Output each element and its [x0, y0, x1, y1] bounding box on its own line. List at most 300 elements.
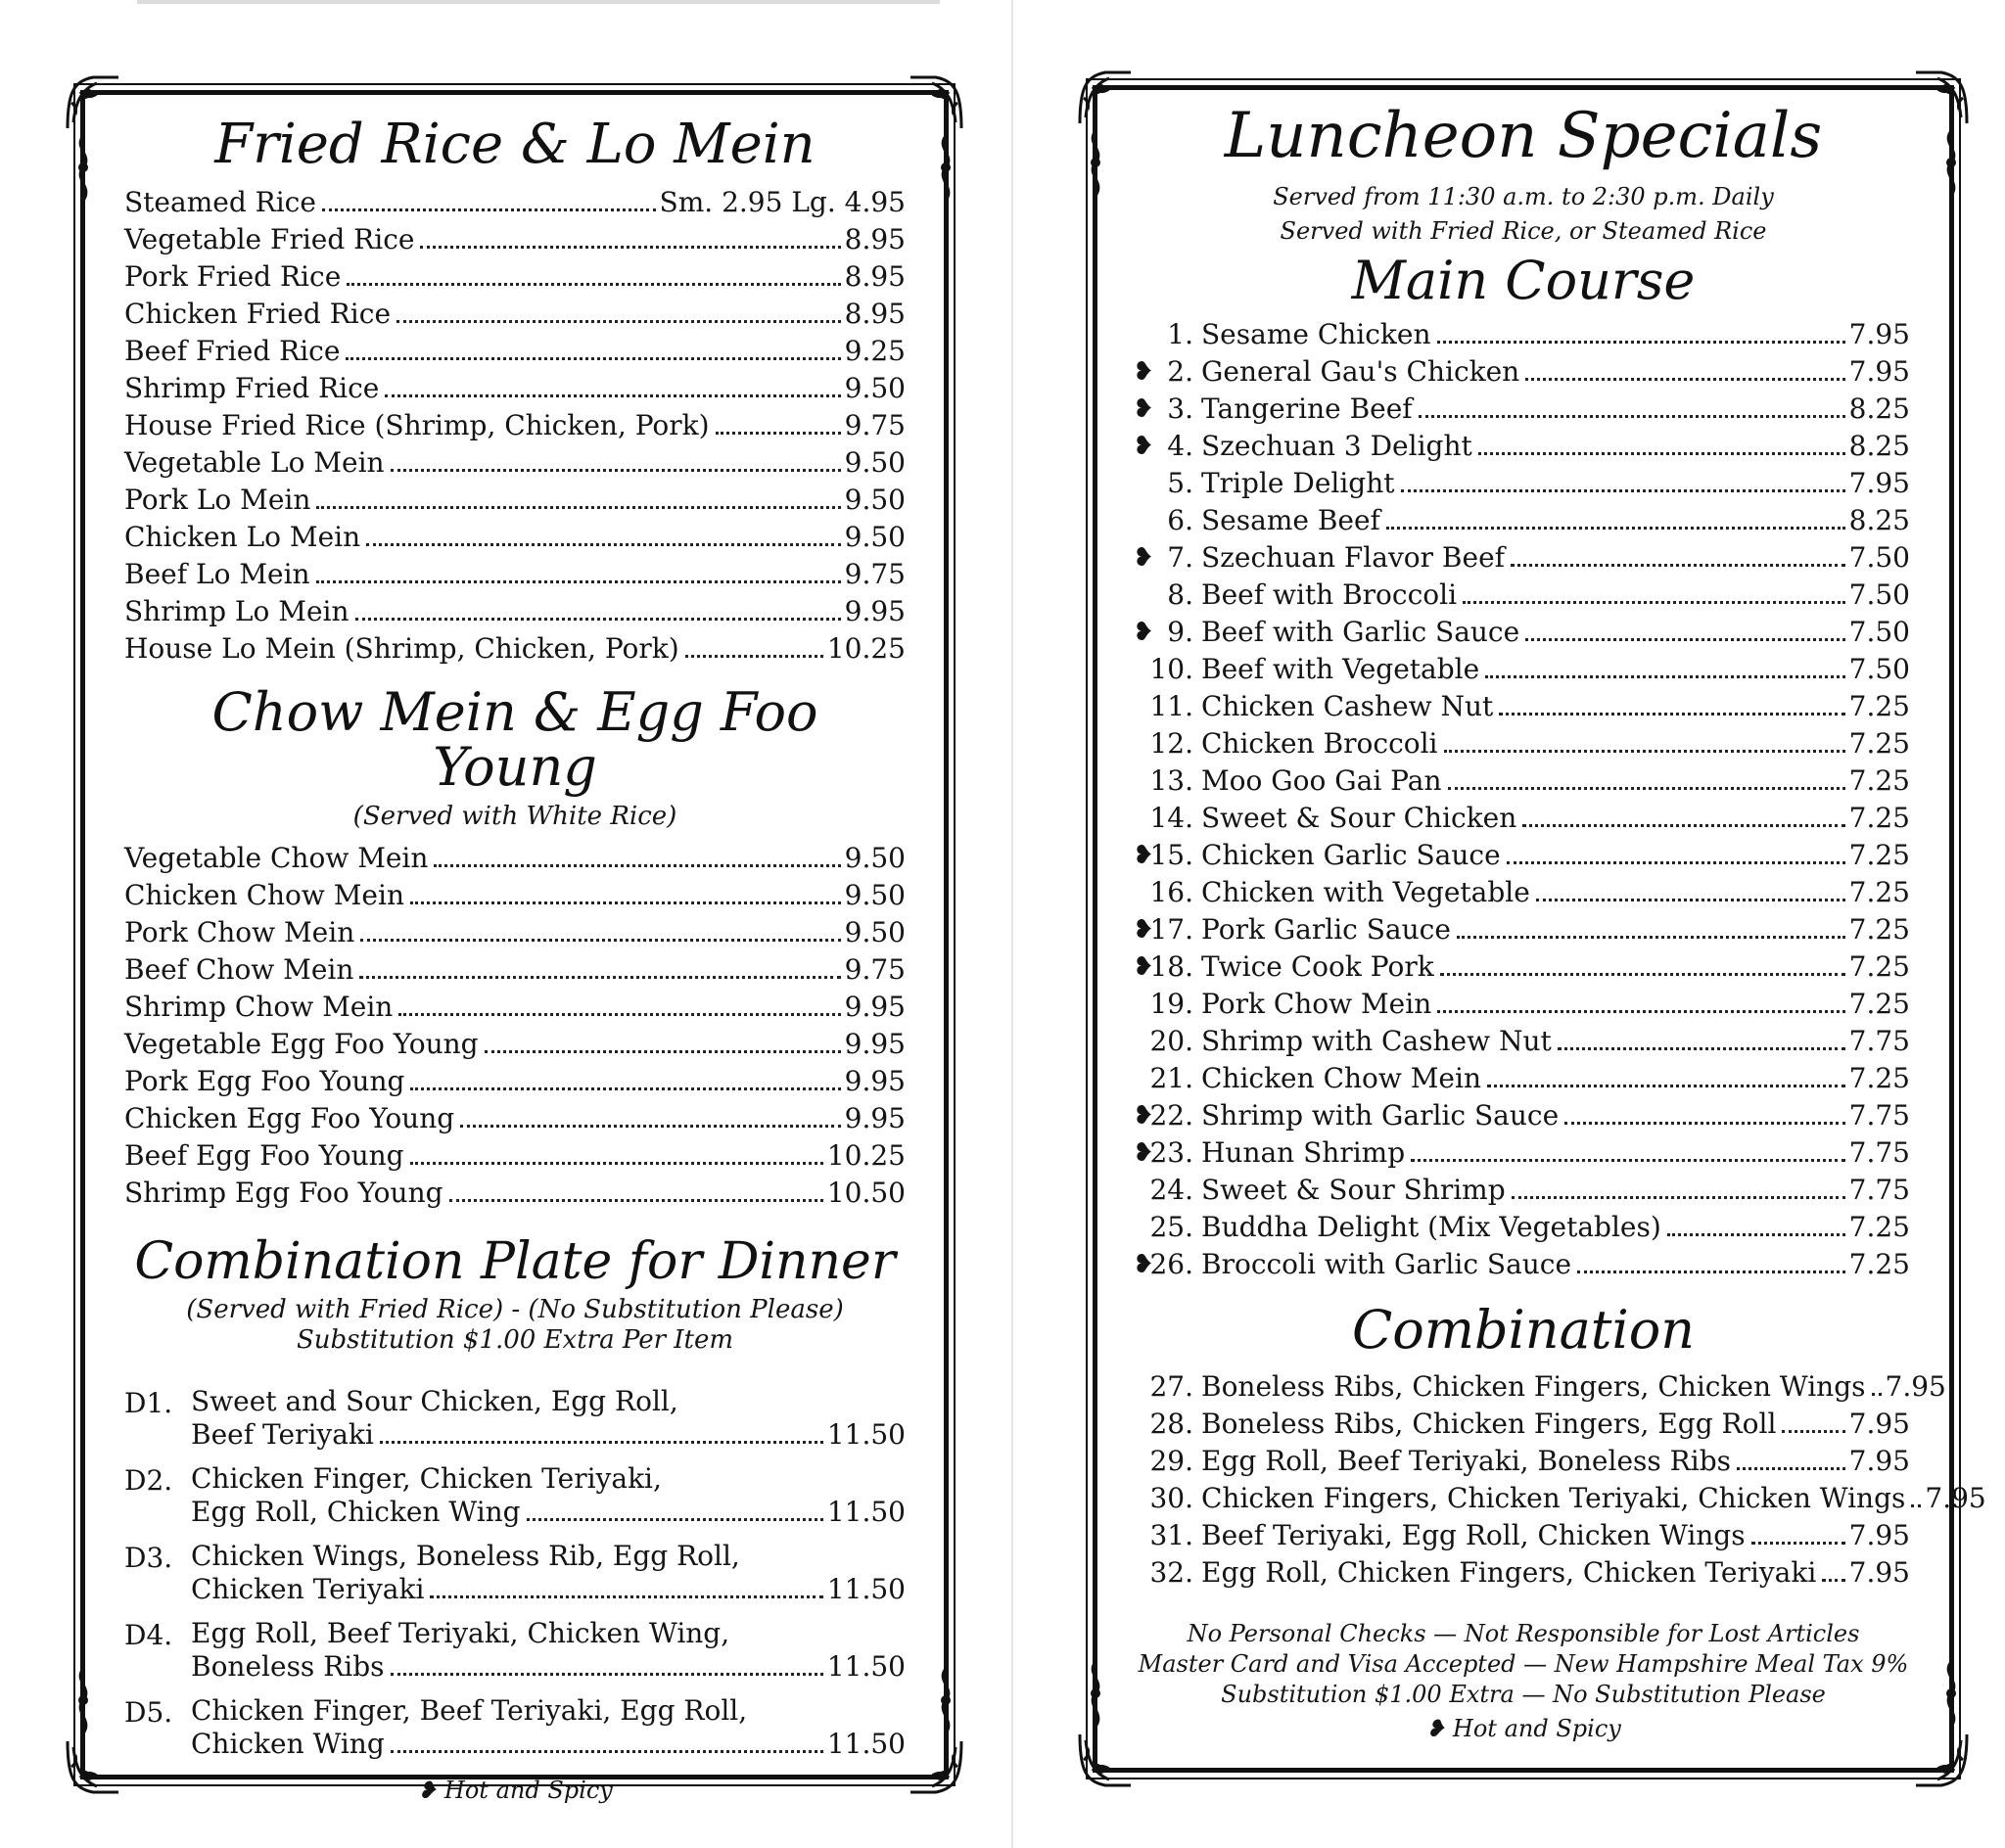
combination-dinner-substitution: Substitution $1.00 Extra Per Item	[296, 1325, 734, 1356]
item-price: 7.25	[1848, 764, 1910, 798]
item-price: 8.25	[1848, 430, 1910, 463]
item-price: 9.25	[844, 334, 906, 367]
side-ornament-icon	[70, 1667, 97, 1735]
menu-item	[124, 296, 906, 333]
leader-dots	[1448, 787, 1845, 790]
leader-dots	[1782, 1430, 1844, 1433]
item-name: Boneless Ribs, Chicken Fingers, Chicken Wings	[1201, 1370, 1866, 1404]
item-name: Chicken Broccoli	[1201, 727, 1438, 761]
item-price: 8.25	[1848, 393, 1910, 426]
leader-dots	[1525, 378, 1844, 381]
menu-item	[1137, 1209, 1910, 1246]
menu-item	[1133, 1097, 1910, 1134]
menu-item	[1137, 1172, 1910, 1209]
footer-substitution-note: Substitution $1.00 Extra — No Substitution Please	[1221, 1681, 1826, 1709]
combination-dinner-note: (Served with Fried Rice) - (No Substitution Please)	[186, 1294, 844, 1324]
leader-dots	[398, 1013, 840, 1016]
chili-pepper-icon: ❥	[1133, 915, 1154, 946]
item-price: 7.50	[1848, 616, 1910, 649]
item-name: Chicken Garlic Sauce	[1201, 839, 1501, 872]
leader-dots	[1401, 489, 1845, 492]
fried-rice-lo-mein-title: Fried Rice & Lo Mein	[214, 113, 816, 176]
item-name: Chicken Lo Mein	[124, 520, 361, 553]
menu-item	[124, 519, 906, 556]
item-price: 9.50	[844, 520, 906, 553]
menu-item	[1133, 391, 1910, 428]
menu-item	[1133, 911, 1910, 948]
item-price: 8.25	[1848, 504, 1910, 537]
menu-item	[1137, 1517, 1910, 1554]
item-name: Twice Cook Pork	[1201, 950, 1434, 984]
menu-item	[124, 444, 906, 482]
menu-item	[124, 407, 906, 444]
menu-item	[124, 333, 906, 370]
leader-dots	[391, 1750, 823, 1753]
item-price: 7.75	[1848, 1136, 1910, 1170]
menu-item	[1133, 539, 1910, 577]
item-name: Beef with Vegetable	[1201, 653, 1480, 686]
item-name: Pork Lo Mein	[124, 483, 311, 516]
menu-item	[1137, 1368, 1946, 1406]
item-name: Egg Roll, Beef Teriyaki, Boneless Ribs	[1201, 1445, 1731, 1478]
item-price: 9.95	[844, 991, 906, 1024]
chili-pepper-icon: ❥	[1133, 432, 1154, 462]
leader-dots	[1872, 1393, 1882, 1396]
menu-item	[124, 1137, 906, 1175]
item-price: 9.50	[844, 879, 906, 912]
menu-item	[1137, 465, 1910, 502]
item-price: 7.25	[1848, 876, 1910, 909]
item-number: 11.	[1149, 690, 1193, 723]
leader-dots	[346, 357, 840, 360]
item-number: 32.	[1149, 1556, 1193, 1590]
combo-code: D3.	[124, 1542, 173, 1575]
menu-item	[124, 1026, 906, 1063]
combo-line1: Egg Roll, Beef Teriyaki, Chicken Wing,	[191, 1617, 730, 1650]
hot-spicy-legend: ❥ Hot and Spicy	[1425, 1715, 1621, 1743]
leader-dots	[391, 469, 841, 472]
menu-item	[1137, 502, 1910, 539]
item-number: 5.	[1167, 467, 1193, 500]
chow-mein-note: (Served with White Rice)	[352, 802, 677, 832]
item-number: 20.	[1149, 1025, 1193, 1058]
item-price: 7.50	[1848, 578, 1910, 612]
item-name: Steamed Rice	[124, 185, 316, 218]
menu-item	[124, 1063, 906, 1100]
item-price: 9.75	[844, 557, 906, 590]
side-ornament-icon	[1082, 1660, 1109, 1729]
leader-dots	[1478, 452, 1845, 455]
item-price: Sm. 2.95 Lg. 4.95	[659, 185, 906, 218]
item-number: 27.	[1149, 1370, 1193, 1404]
combo-code: D2.	[124, 1464, 173, 1498]
item-price: 7.25	[1848, 950, 1910, 984]
leader-dots	[1437, 341, 1845, 344]
combo-line2: Boneless Ribs	[191, 1650, 385, 1684]
item-price: 9.50	[844, 445, 906, 479]
item-name: Beef Fried Rice	[124, 334, 341, 367]
item-name: Egg Roll, Chicken Fingers, Chicken Teriyaki	[1201, 1556, 1817, 1590]
item-price: 7.50	[1848, 653, 1910, 686]
footer-cards-note: Master Card and Visa Accepted — New Hampshire Meal Tax 9%	[1138, 1650, 1909, 1679]
item-price: 7.95	[1848, 355, 1910, 389]
item-name: Szechuan Flavor Beef	[1201, 541, 1505, 575]
item-price: 7.75	[1848, 1174, 1910, 1207]
leader-dots	[1386, 527, 1845, 530]
item-number: 30.	[1149, 1482, 1193, 1515]
item-number: ❥ 17.	[1137, 911, 1201, 948]
corner-ornament-icon	[907, 73, 965, 132]
menu-item	[1133, 353, 1910, 391]
item-price: 9.50	[844, 916, 906, 949]
item-price: 9.75	[844, 953, 906, 987]
menu-item	[124, 951, 906, 989]
menu-item	[1137, 577, 1910, 614]
item-number: ❥ 9.	[1137, 614, 1201, 651]
item-price: 7.95	[1848, 467, 1910, 500]
leader-dots	[359, 976, 840, 979]
combination-list	[1137, 1368, 1986, 1592]
item-number: 24.	[1149, 1174, 1193, 1207]
combo-line2: Chicken Teriyaki	[191, 1573, 425, 1606]
item-price: 10.25	[826, 631, 906, 665]
leader-dots	[449, 1199, 823, 1202]
item-price: 7.50	[1848, 541, 1910, 575]
item-number: ❥ 3.	[1137, 391, 1201, 428]
corner-ornament-icon	[64, 73, 122, 132]
item-price: 7.25	[1848, 913, 1910, 947]
left-menu-panel	[80, 90, 949, 1805]
side-ornament-icon	[1082, 129, 1109, 198]
item-name: Szechuan 3 Delight	[1201, 430, 1472, 463]
leader-dots	[1444, 750, 1845, 753]
item-price: 9.95	[844, 594, 906, 627]
corner-ornament-icon	[1076, 1731, 1135, 1789]
item-number: ❥ 22.	[1137, 1097, 1201, 1134]
side-ornament-icon	[70, 134, 97, 203]
item-name: Vegetable Fried Rice	[124, 222, 415, 255]
item-number: ❥ 23.	[1137, 1134, 1201, 1172]
combo-line2: Beef Teriyaki	[191, 1418, 374, 1452]
side-ornament-icon	[932, 1667, 959, 1735]
leader-dots	[385, 394, 840, 397]
chili-pepper-icon: ❥	[1133, 618, 1154, 648]
item-name: Sesame Chicken	[1201, 318, 1431, 351]
item-number: 29.	[1149, 1445, 1193, 1478]
leader-dots	[1487, 1085, 1845, 1087]
leader-dots	[1512, 1196, 1845, 1199]
item-price: 9.75	[844, 408, 906, 441]
item-name: Pork Egg Foo Young	[124, 1065, 405, 1098]
chili-pepper-icon: ❥	[1133, 1138, 1154, 1169]
corner-ornament-icon	[907, 1737, 965, 1796]
item-price: 10.25	[826, 1139, 906, 1173]
item-name: Shrimp Fried Rice	[124, 371, 380, 404]
item-name: Chicken Cashew Nut	[1201, 690, 1494, 723]
chili-pepper-icon: ❥	[417, 1777, 438, 1805]
item-price: 9.50	[844, 842, 906, 875]
luncheon-hours-note: Served from 11:30 a.m. to 2:30 p.m. Daily	[1273, 183, 1774, 211]
chili-pepper-icon: ❥	[1133, 543, 1154, 574]
leader-dots	[391, 1673, 823, 1676]
combo-price: 11.50	[826, 1418, 906, 1452]
item-name: Beef Egg Foo Young	[124, 1139, 404, 1173]
item-name: Beef with Broccoli	[1201, 578, 1458, 612]
item-price: 7.25	[1848, 839, 1910, 872]
chow-mein-title: Chow Mein & Egg Foo Young	[211, 680, 818, 799]
combo-price: 11.50	[826, 1650, 906, 1684]
item-name: Triple Delight	[1201, 467, 1395, 500]
menu-item	[124, 914, 906, 951]
item-price: 8.95	[844, 222, 906, 255]
leader-dots	[1440, 973, 1845, 976]
leader-dots	[1507, 861, 1845, 864]
menu-item	[1137, 1023, 1910, 1060]
combination-title: Combination	[1351, 1299, 1696, 1362]
item-name: Sweet & Sour Shrimp	[1201, 1174, 1506, 1207]
combo-line2: Egg Roll, Chicken Wing	[191, 1496, 521, 1529]
leader-dots	[527, 1518, 823, 1521]
combination-dinner-list	[124, 1385, 906, 1762]
item-price: 7.25	[1848, 1211, 1910, 1244]
item-name: Beef with Garlic Sauce	[1201, 616, 1520, 649]
item-price: 9.95	[844, 1102, 906, 1135]
item-price: 7.95	[1848, 318, 1910, 351]
leader-dots	[1558, 1047, 1845, 1050]
leader-dots	[430, 1595, 822, 1598]
item-name: Moo Goo Gai Pan	[1201, 764, 1442, 798]
item-name: Pork Garlic Sauce	[1201, 913, 1451, 947]
leader-dots	[1457, 936, 1845, 939]
leader-dots	[716, 432, 841, 435]
item-price: 7.25	[1848, 1062, 1910, 1095]
menu-item	[124, 877, 906, 914]
leader-dots	[1499, 713, 1844, 716]
dinner-combo-item	[124, 1617, 906, 1685]
dinner-combo-item	[124, 1694, 906, 1762]
menu-item	[124, 1100, 906, 1137]
item-name: Shrimp with Cashew Nut	[1201, 1025, 1552, 1058]
item-name: Vegetable Egg Foo Young	[124, 1028, 479, 1061]
chili-pepper-icon: ❥	[1133, 1250, 1154, 1280]
item-number: 12.	[1149, 727, 1193, 761]
item-name: House Fried Rice (Shrimp, Chicken, Pork)	[124, 408, 710, 441]
item-name: Beef Teriyaki, Egg Roll, Chicken Wings	[1201, 1519, 1746, 1552]
item-price: 9.50	[844, 371, 906, 404]
chili-pepper-icon: ❥	[1133, 841, 1154, 871]
item-price: 7.25	[1848, 690, 1910, 723]
fried-rice-list	[124, 184, 906, 668]
leader-dots	[685, 655, 823, 658]
menu-item	[1137, 874, 1910, 911]
side-ornament-icon	[932, 134, 959, 203]
item-name: Hunan Shrimp	[1201, 1136, 1406, 1170]
item-name: Boneless Ribs, Chicken Fingers, Egg Roll	[1201, 1408, 1777, 1441]
item-number: ❥ 15.	[1137, 837, 1201, 874]
menu-item	[124, 258, 906, 296]
leader-dots	[347, 283, 840, 286]
combination-dinner-title: Combination Plate for Dinner	[134, 1232, 896, 1292]
leader-dots	[355, 618, 841, 621]
item-name: Shrimp Chow Mein	[124, 991, 394, 1024]
item-name: Beef Chow Mein	[124, 953, 354, 987]
menu-item	[124, 482, 906, 519]
leader-dots	[1511, 564, 1845, 567]
chili-pepper-icon: ❥	[1133, 1101, 1154, 1132]
corner-ornament-icon	[1912, 1731, 1971, 1789]
item-number: 21.	[1149, 1062, 1193, 1095]
item-number: ❥ 4.	[1137, 428, 1201, 465]
leader-dots	[1751, 1542, 1845, 1545]
leader-dots	[1564, 1122, 1845, 1125]
leader-dots	[460, 1125, 840, 1128]
chili-pepper-icon: ❥	[1425, 1715, 1446, 1743]
menu-item	[1137, 1406, 1910, 1443]
item-number: 6.	[1167, 504, 1193, 537]
combo-price: 11.50	[826, 1573, 906, 1606]
item-price: 7.95	[1848, 1519, 1910, 1552]
main-course-list	[1133, 316, 1910, 1283]
menu-item	[124, 370, 906, 407]
corner-ornament-icon	[1076, 69, 1135, 127]
combo-code: D4.	[124, 1619, 173, 1652]
item-number: 10.	[1149, 653, 1193, 686]
item-name: General Gau's Chicken	[1201, 355, 1520, 389]
item-price: 7.25	[1848, 988, 1910, 1021]
menu-item	[124, 556, 906, 593]
item-name: Chicken Fingers, Chicken Teriyaki, Chicken Wings	[1201, 1482, 1906, 1515]
footer-checks-note: No Personal Checks — Not Responsible for Lost Articles	[1187, 1620, 1860, 1648]
leader-dots	[1536, 899, 1845, 901]
item-number: 25.	[1149, 1211, 1193, 1244]
item-number: 16.	[1149, 876, 1193, 909]
item-name: Shrimp Lo Mein	[124, 594, 350, 627]
combo-price: 11.50	[826, 1728, 906, 1761]
dinner-combo-item	[124, 1540, 906, 1607]
menu-item	[1137, 800, 1910, 837]
item-number: 31.	[1149, 1519, 1193, 1552]
item-name: Pork Fried Rice	[124, 259, 342, 293]
item-name: Pork Chow Mein	[124, 916, 355, 949]
item-name: Sweet & Sour Chicken	[1201, 802, 1517, 835]
leader-dots	[322, 208, 656, 211]
chili-pepper-icon: ❥	[1133, 394, 1154, 425]
menu-item	[1133, 428, 1910, 465]
leader-dots	[316, 506, 840, 509]
menu-item	[124, 1175, 906, 1212]
combo-line1: Chicken Finger, Beef Teriyaki, Egg Roll,	[191, 1694, 748, 1728]
item-number: ❥ 2.	[1137, 353, 1201, 391]
item-price: 7.95	[1848, 1445, 1910, 1478]
combo-price: 11.50	[826, 1496, 906, 1529]
menu-item	[124, 840, 906, 877]
combo-code: D1.	[124, 1387, 173, 1420]
dinner-combo-item	[124, 1385, 906, 1453]
chili-pepper-icon: ❥	[1133, 357, 1154, 388]
chili-pepper-icon: ❥	[1133, 952, 1154, 983]
item-number: 14.	[1149, 802, 1193, 835]
menu-item	[1137, 688, 1910, 725]
item-price: 7.25	[1848, 727, 1910, 761]
leader-dots	[420, 246, 840, 249]
leader-dots	[360, 939, 840, 942]
item-number: ❥ 18.	[1137, 948, 1201, 986]
leader-dots	[1577, 1270, 1845, 1273]
leader-dots	[1437, 1010, 1844, 1013]
menu-item	[1133, 614, 1910, 651]
item-name: Shrimp with Garlic Sauce	[1201, 1099, 1560, 1132]
menu-item	[124, 221, 906, 258]
item-price: 7.95	[1848, 1556, 1910, 1590]
leader-dots	[380, 1441, 823, 1444]
item-number: 19.	[1149, 988, 1193, 1021]
combo-line2: Chicken Wing	[191, 1728, 385, 1761]
item-price: 7.75	[1848, 1099, 1910, 1132]
item-price: 8.95	[844, 297, 906, 330]
leader-dots	[1411, 1159, 1845, 1162]
menu-item	[1133, 837, 1910, 874]
item-price: 9.95	[844, 1028, 906, 1061]
item-name: Vegetable Chow Mein	[124, 842, 429, 875]
menu-item	[1137, 762, 1910, 800]
leader-dots	[1522, 824, 1844, 827]
side-ornament-icon	[1937, 1660, 1965, 1729]
menu-item	[124, 593, 906, 630]
leader-dots	[1737, 1467, 1845, 1470]
item-name: Pork Chow Mein	[1201, 988, 1432, 1021]
menu-item	[1137, 316, 1910, 353]
item-name: Vegetable Lo Mein	[124, 445, 385, 479]
item-number: ❥ 7.	[1137, 539, 1201, 577]
dinner-combo-item	[124, 1462, 906, 1530]
menu-item	[1137, 1443, 1910, 1480]
item-number: 13.	[1149, 764, 1193, 798]
item-price: 7.75	[1848, 1025, 1910, 1058]
leader-dots	[485, 1050, 841, 1053]
leader-dots	[1822, 1579, 1844, 1582]
leader-dots	[1667, 1233, 1845, 1236]
item-name: Chicken Egg Foo Young	[124, 1102, 455, 1135]
right-menu-panel	[1093, 85, 1986, 1773]
item-name: Chicken with Vegetable	[1201, 876, 1530, 909]
item-price: 7.95	[1848, 1408, 1910, 1441]
leader-dots	[434, 864, 840, 867]
menu-item	[1137, 1060, 1910, 1097]
combo-line1: Chicken Finger, Chicken Teriyaki,	[191, 1462, 662, 1496]
item-price: 8.95	[844, 259, 906, 293]
leader-dots	[1419, 415, 1845, 418]
page-fold	[1011, 0, 1013, 1848]
item-number: 8.	[1167, 578, 1193, 612]
side-ornament-icon	[1937, 129, 1965, 198]
leader-dots	[410, 1162, 823, 1165]
item-price: 7.95	[1885, 1370, 1946, 1404]
item-name: Chicken Fried Rice	[124, 297, 392, 330]
leader-dots	[410, 1087, 840, 1090]
menu-item	[1137, 725, 1910, 762]
item-name: Broccoli with Garlic Sauce	[1201, 1248, 1572, 1281]
menu-item	[124, 184, 906, 221]
corner-ornament-icon	[64, 1737, 122, 1796]
item-name: Shrimp Egg Foo Young	[124, 1177, 443, 1210]
menu-item	[1133, 948, 1910, 986]
menu-item	[1137, 986, 1910, 1023]
item-number: 28.	[1149, 1408, 1193, 1441]
leader-dots	[1911, 1504, 1921, 1507]
combo-line1: Sweet and Sour Chicken, Egg Roll,	[191, 1385, 678, 1418]
item-price: 9.50	[844, 483, 906, 516]
item-name: Buddha Delight (Mix Vegetables)	[1201, 1211, 1661, 1244]
